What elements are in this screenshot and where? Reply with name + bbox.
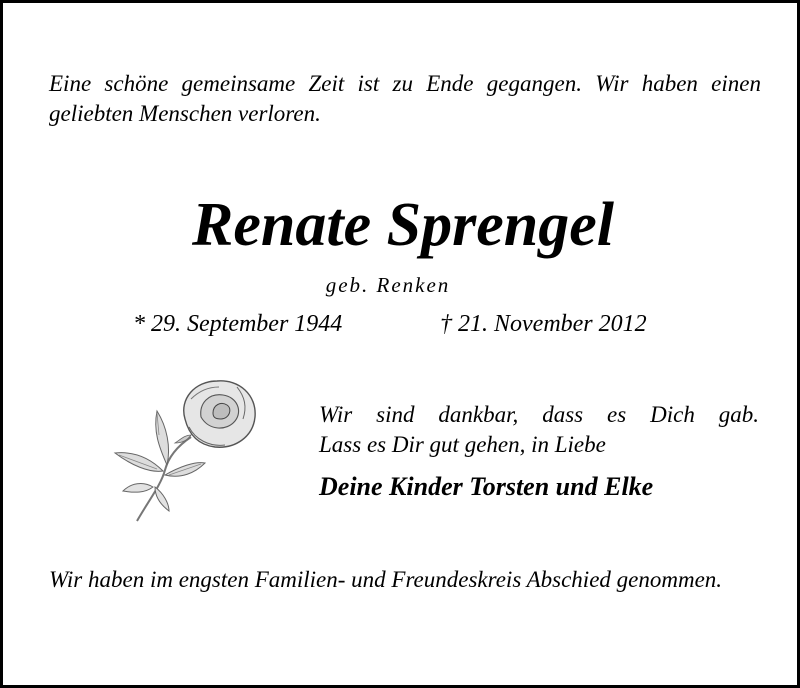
verse-line-1: Wir sind dankbar, dass es Dich gab. bbox=[319, 402, 759, 427]
outro-text: Wir haben im engsten Familien- und Freundeskreis Abschied genommen. bbox=[49, 567, 723, 592]
signers: Deine Kinder Torsten und Elke bbox=[319, 472, 654, 501]
intro-text: Eine schöne gemeinsame Zeit ist zu Ende gegangen. Wir haben einen geliebten Menschen verloren. bbox=[49, 71, 761, 126]
death-date: † 21. November 2012 bbox=[440, 311, 647, 337]
deceased-name: Renate Sprengel bbox=[192, 191, 614, 259]
verse-line-2: Lass es Dir gut gehen, in Liebe bbox=[319, 432, 606, 457]
birth-date: * 29. September 1944 bbox=[133, 311, 343, 337]
birth-name: geb. Renken bbox=[325, 273, 451, 297]
rose-icon bbox=[109, 375, 269, 525]
verse bbox=[319, 400, 759, 460]
